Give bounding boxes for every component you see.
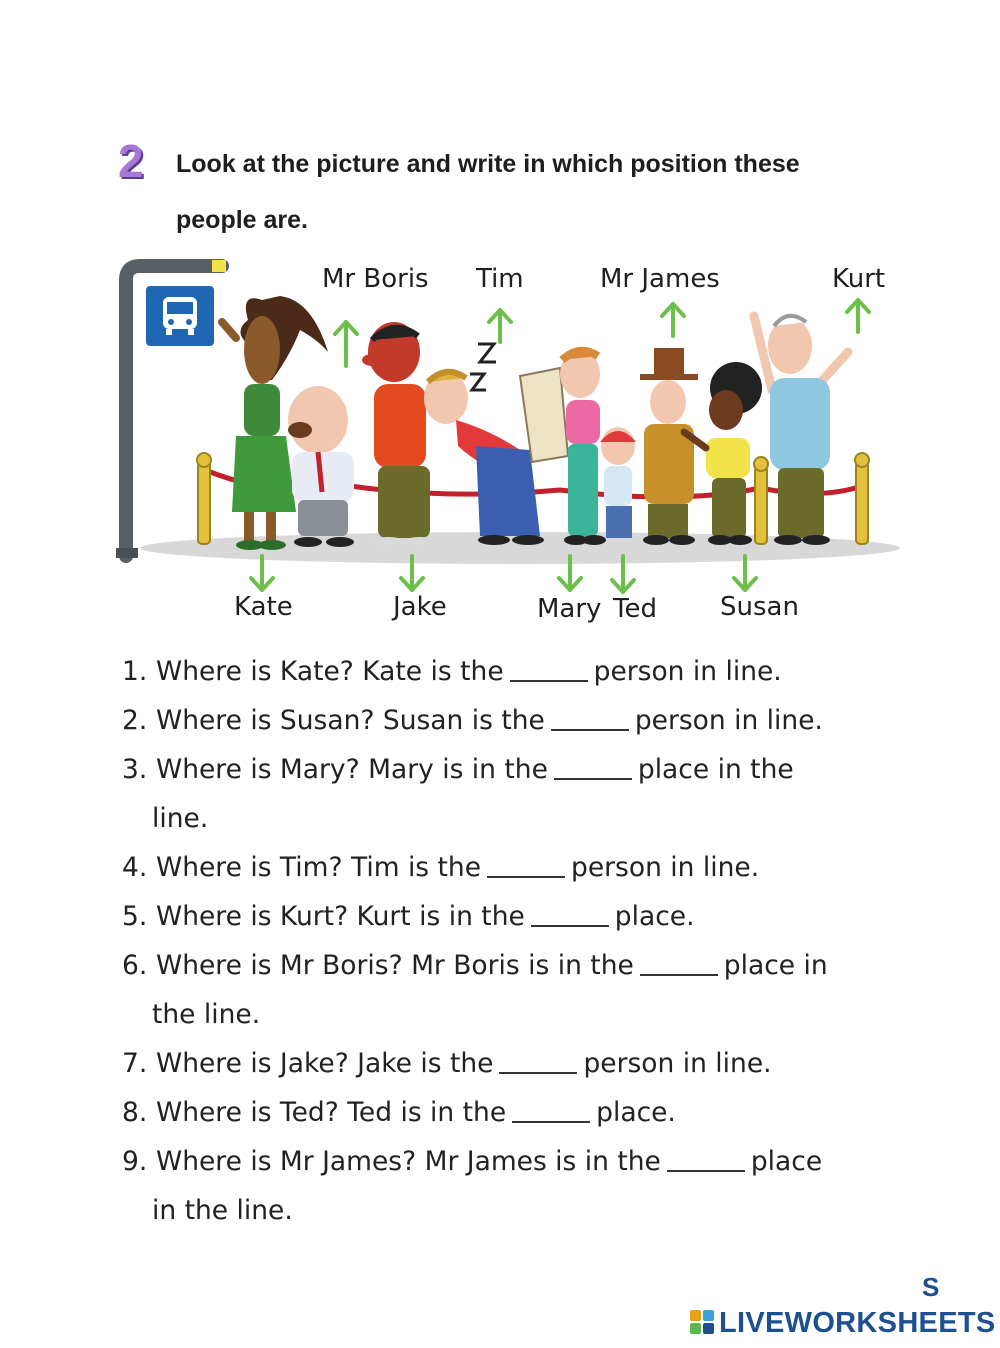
- question-text-after: person in line.: [593, 656, 782, 687]
- person-mr-james-figure: [640, 348, 698, 545]
- answer-blank-1[interactable]: [510, 660, 588, 682]
- question-8: [122, 1097, 676, 1128]
- instruction-line-1: Look at the picture and write in which position these: [176, 150, 800, 178]
- question-number: 2.: [122, 705, 148, 736]
- label-susan: Susan: [720, 592, 799, 622]
- answer-blank-5[interactable]: [531, 905, 609, 927]
- question-number: 8.: [122, 1097, 148, 1128]
- question-6-continuation: the line.: [152, 999, 261, 1030]
- brand-corner-glyph: S: [922, 1272, 940, 1302]
- label-ted: Ted: [613, 594, 657, 624]
- label-mary: Mary: [537, 594, 602, 624]
- answer-blank-3[interactable]: [554, 758, 632, 780]
- exercise-number: 2: [118, 135, 144, 187]
- answer-blank-2[interactable]: [551, 709, 629, 731]
- question-text-after: place in: [723, 950, 828, 981]
- question-number: 5.: [122, 901, 148, 932]
- question-number: 4.: [122, 852, 148, 883]
- question-5: [122, 901, 695, 932]
- person-mr-boris-figure: [288, 386, 354, 547]
- arrow-down-icon-kate: [251, 556, 273, 590]
- person-kurt-figure: [754, 316, 848, 545]
- answer-blank-6[interactable]: [640, 954, 718, 976]
- question-number: 1.: [122, 656, 148, 687]
- label-kate: Kate: [234, 592, 293, 622]
- question-text: Where is Kate? Kate is the: [156, 656, 504, 687]
- queue-illustration: [0, 0, 1000, 640]
- question-text-after: person in line.: [634, 705, 823, 736]
- person-ted-figure: [600, 427, 636, 538]
- label-tim: Tim: [476, 264, 524, 294]
- arrow-up-icon-tim: [489, 310, 511, 342]
- question-2: [122, 705, 823, 736]
- instruction-line-2: people are.: [176, 206, 308, 234]
- question-text: Where is Kurt? Kurt is in the: [156, 901, 525, 932]
- question-3: [122, 754, 794, 785]
- answer-blank-4[interactable]: [487, 856, 565, 878]
- question-text: Where is Ted? Ted is in the: [156, 1097, 507, 1128]
- question-text-after: place.: [614, 901, 695, 932]
- question-number: 7.: [122, 1048, 148, 1079]
- question-number: 3.: [122, 754, 148, 785]
- liveworksheets-logo-icon: [690, 1310, 716, 1336]
- bus-sign-icon: [146, 286, 214, 346]
- label-mr-boris: Mr Boris: [322, 264, 429, 294]
- arrow-up-icon-mr-boris: [335, 322, 357, 366]
- question-6: [122, 950, 828, 981]
- question-text: Where is Jake? Jake is the: [156, 1048, 494, 1079]
- question-text-after: place in the: [637, 754, 794, 785]
- question-text: Where is Mr James? Mr James is in the: [156, 1146, 661, 1177]
- liveworksheets-logo[interactable]: [690, 1306, 996, 1340]
- answer-blank-8[interactable]: [512, 1101, 590, 1123]
- answer-blank-7[interactable]: [499, 1052, 577, 1074]
- person-jake-figure: [362, 322, 436, 547]
- question-text-after: person in line.: [571, 852, 760, 883]
- question-text: Where is Mr Boris? Mr Boris is in the: [156, 950, 634, 981]
- queue-drawing: [0, 0, 1000, 640]
- label-mr-james: Mr James: [600, 264, 720, 294]
- question-text: Where is Susan? Susan is the: [156, 705, 545, 736]
- arrow-up-icon-kurt: [847, 300, 869, 332]
- question-text: Where is Mary? Mary is in the: [156, 754, 548, 785]
- question-text-after: place: [750, 1146, 823, 1177]
- question-9: [122, 1146, 822, 1177]
- question-text: Where is Tim? Tim is the: [156, 852, 482, 883]
- answer-blank-9[interactable]: [667, 1150, 745, 1172]
- question-number: 6.: [122, 950, 148, 981]
- question-1: [122, 656, 782, 687]
- question-3-continuation: line.: [152, 803, 209, 834]
- question-number: 9.: [122, 1146, 148, 1177]
- question-7: [122, 1048, 772, 1079]
- person-susan-figure: [684, 362, 762, 545]
- question-text-after: person in line.: [583, 1048, 772, 1079]
- arrow-up-icon-mr-james: [662, 304, 684, 336]
- label-kurt: Kurt: [832, 264, 886, 294]
- question-text-after: place.: [596, 1097, 676, 1128]
- label-jake: Jake: [393, 592, 447, 622]
- question-4: [122, 852, 759, 883]
- liveworksheets-logo-text: LIVEWORKSHEETS: [719, 1306, 996, 1339]
- question-9-continuation: in the line.: [152, 1195, 293, 1226]
